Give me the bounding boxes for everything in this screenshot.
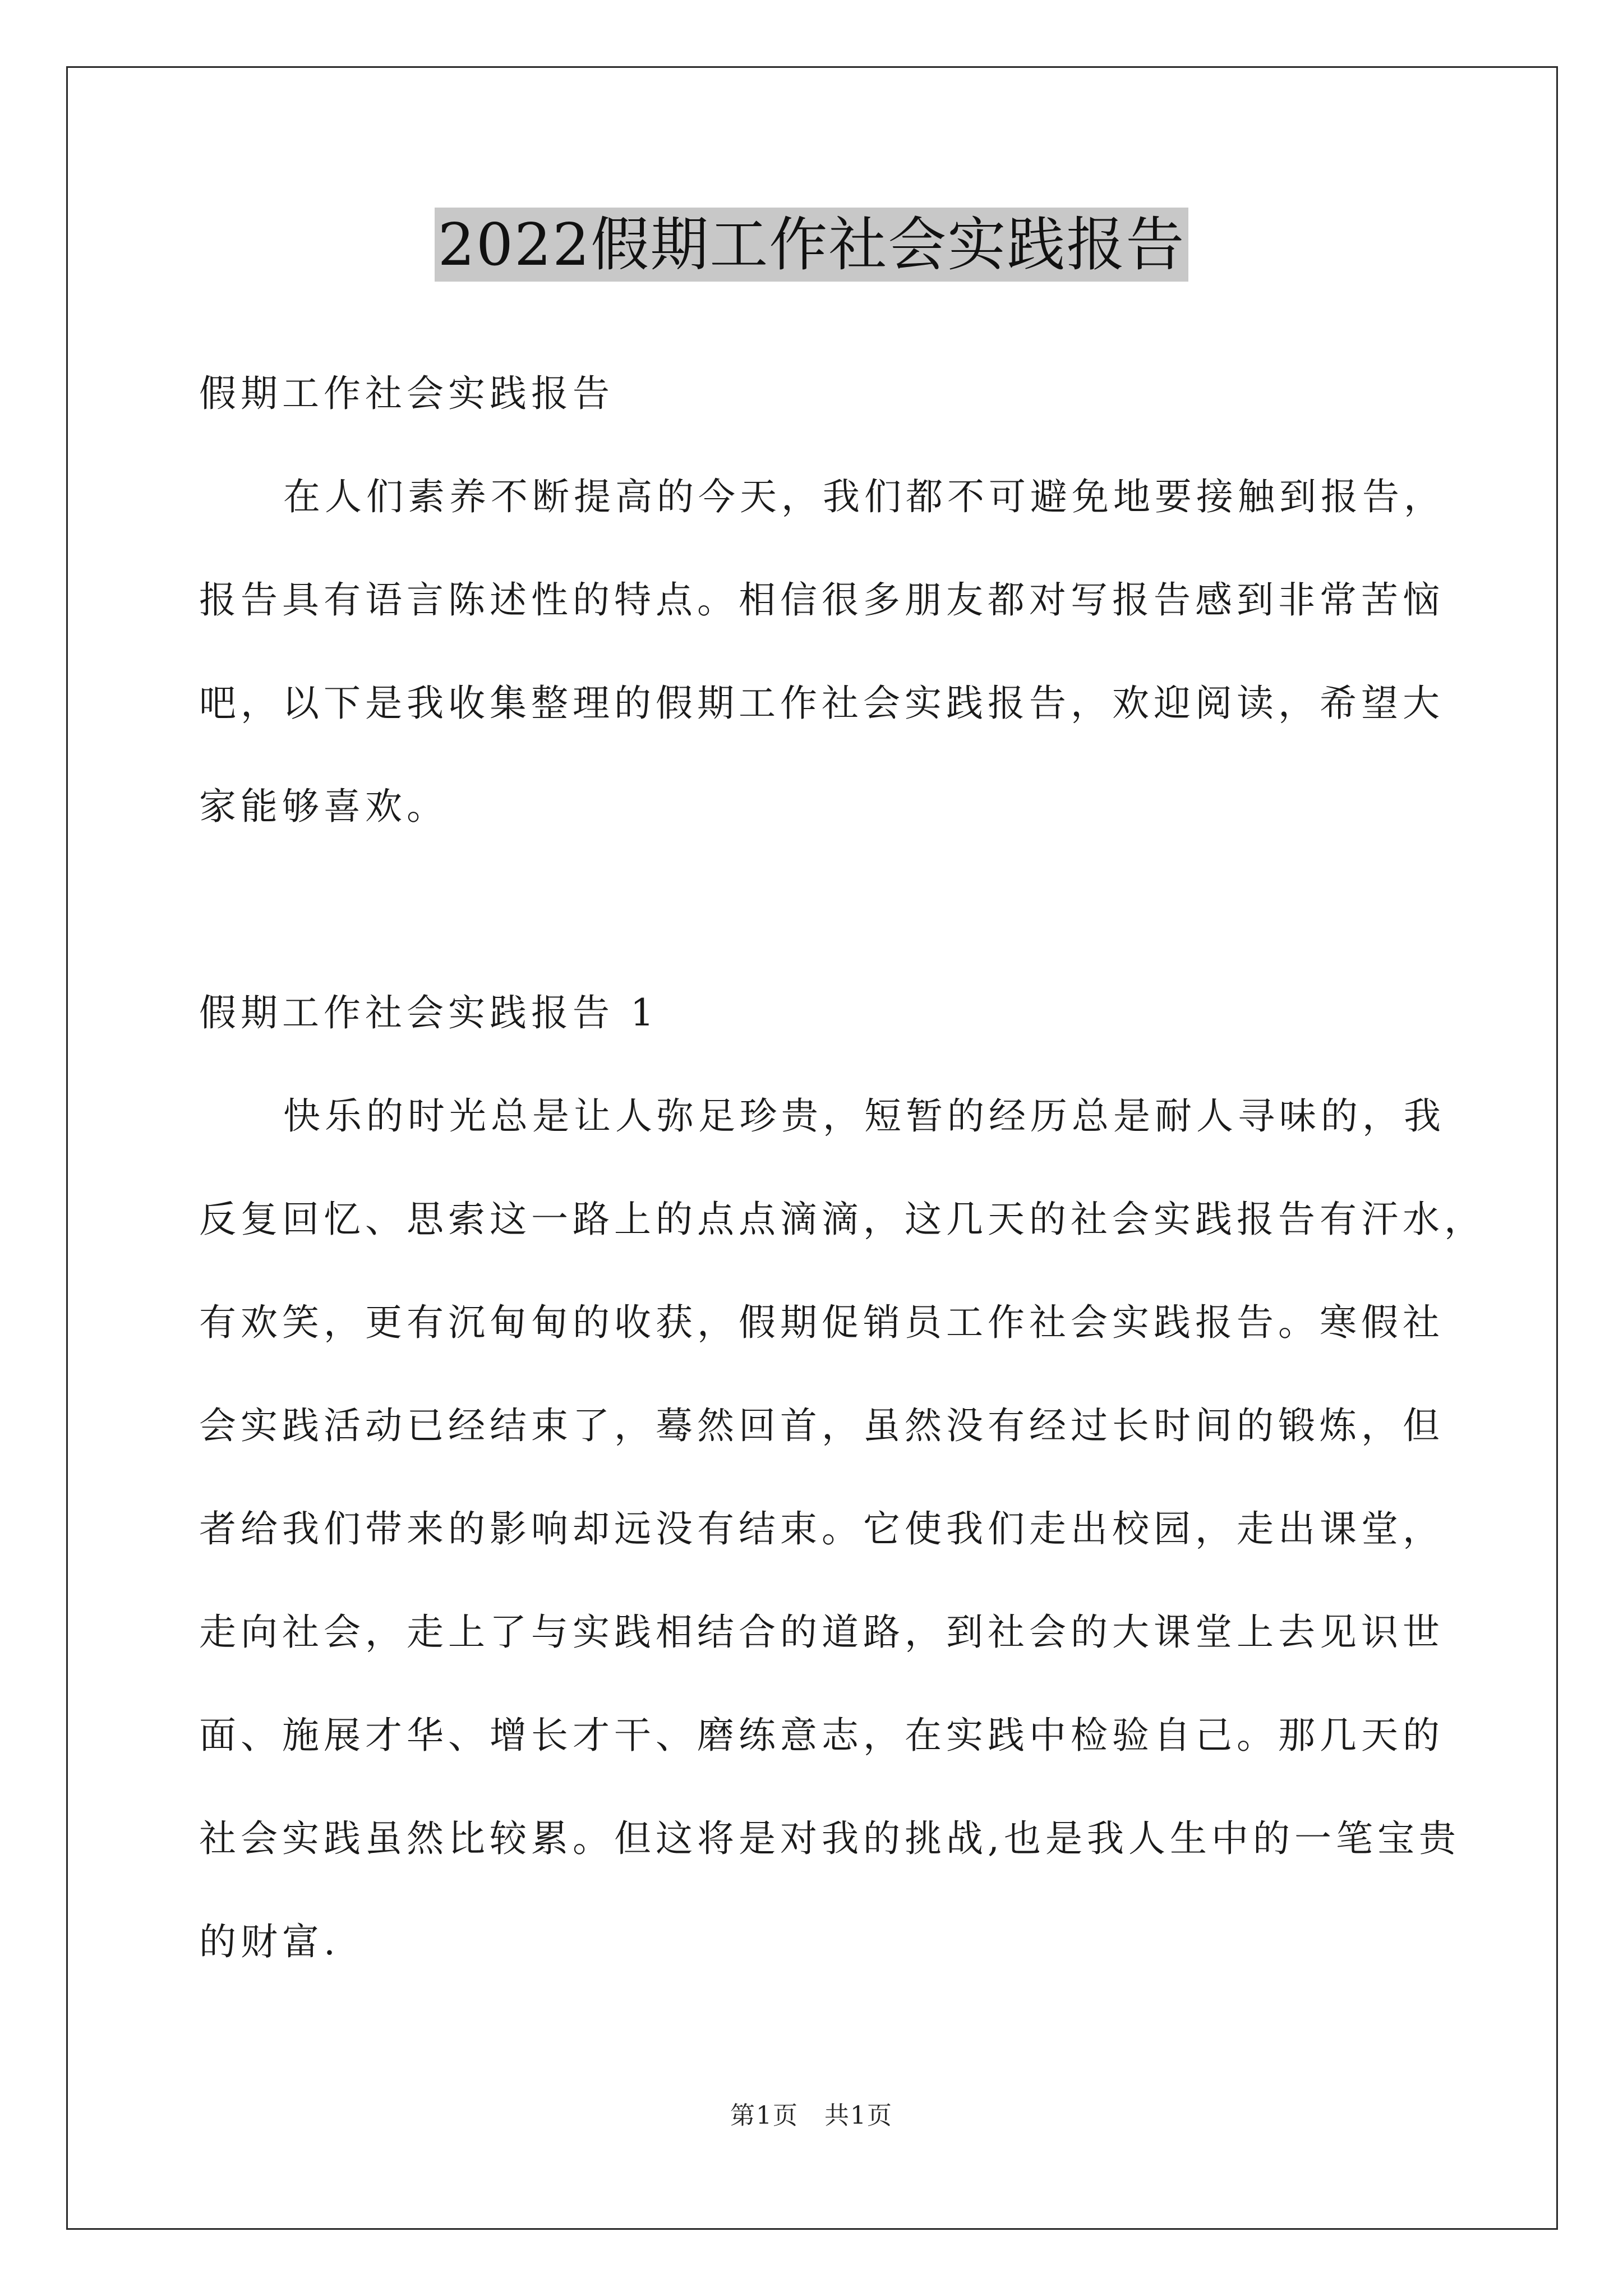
document-body <box>199 342 1486 1994</box>
section-line: 走向社会，走上了与实践相结合的道路，到社会的大课堂上去见识世 <box>199 1611 1444 1654</box>
section-line: 面、施展才华、增长才干、磨练意志，在实践中检验自己。那几天的 <box>199 1714 1444 1757</box>
section-line: 者给我们带来的影响却远没有结束。它使我们走出校园，走出课堂， <box>199 1507 1444 1550</box>
intro-line: 家能够喜欢。 <box>199 785 448 828</box>
intro-line: 在人们素养不断提高的今天，我们都不可避免地要接触到报告， <box>283 475 1445 518</box>
page-footer: 第1页 共1页 <box>730 2101 893 2130</box>
section-line: 的财富. <box>199 1920 340 1963</box>
section-line: 社会实践虽然比较累。但这将是对我的挑战,也是我人生中的一笔宝贵 <box>199 1817 1460 1860</box>
subtitle: 假期工作社会实践报告 <box>199 372 614 415</box>
section-line: 快乐的时光总是让人弥足珍贵，短暂的经历总是耐人寻味的，我 <box>283 1094 1445 1138</box>
intro-line: 吧，以下是我收集整理的假期工作社会实践报告，欢迎阅读，希望大 <box>199 682 1444 725</box>
title-container <box>0 208 1623 282</box>
section-line: 有欢笑，更有沉甸甸的收获，假期促销员工作社会实践报告。寒假社 <box>199 1301 1444 1344</box>
section-heading: 假期工作社会实践报告 1 <box>199 991 658 1034</box>
intro-line: 报告具有语言陈述性的特点。相信很多朋友都对写报告感到非常苦恼 <box>199 578 1444 622</box>
section-line: 会实践活动已经结束了，蓦然回首，虽然没有经过长时间的锻炼，但 <box>199 1404 1444 1447</box>
section-line: 反复回忆、思索这一路上的点点滴滴，这几天的社会实践报告有汗水， <box>199 1198 1486 1241</box>
paragraph-gap <box>199 858 1467 961</box>
document-title: 2022假期工作社会实践报告 <box>435 208 1189 282</box>
